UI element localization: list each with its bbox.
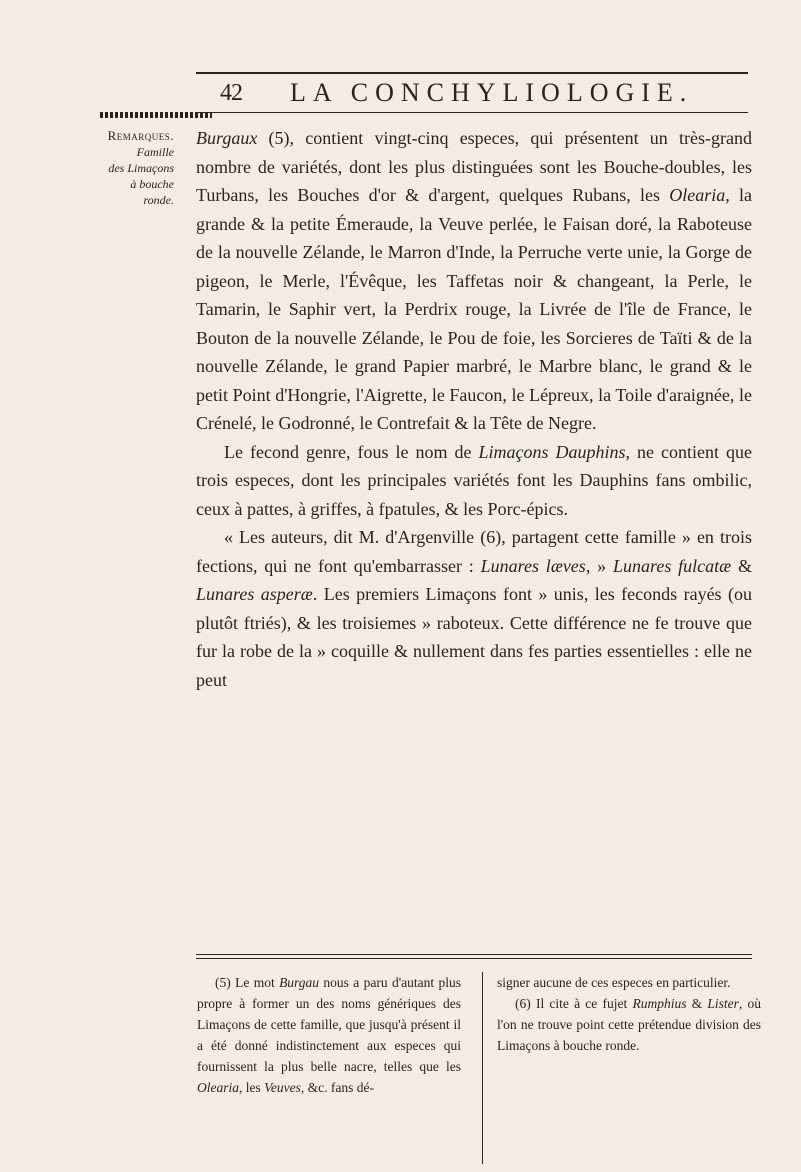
footnote-rule <box>196 954 752 955</box>
margin-note-label: Remarques. <box>107 128 174 143</box>
margin-note <box>86 128 174 208</box>
running-title: LA CONCHYLIOLOGIE. <box>290 78 694 107</box>
margin-ornament <box>100 112 212 118</box>
footnote-column-right <box>497 972 761 1056</box>
margin-note-line: à bouche <box>130 177 174 191</box>
footnote-5-continued: signer aucune de ces especes en particulier. <box>497 975 731 990</box>
main-text <box>196 124 752 694</box>
margin-note-line: Famille <box>136 145 174 159</box>
paragraph-quote: « Les auteurs, dit M. d'Argenville (6), partagent cette famille » en trois fections, qui ne font qu'embarrasser : Lunares læves, » Lunares fulcatæ & Lunares asperæ. Les premiers Limaçons font » unis, les feconds rayés (ou plutôt ftriés), & les troisiemes » raboteux. Cette différence ne fe trouve que fur la robe de la » coquille & nullement dans fes parties essentielles : elle ne peut <box>196 527 752 690</box>
header-bottom-rule <box>196 112 748 113</box>
footnote-column-divider <box>482 972 483 1164</box>
page-header <box>220 74 740 110</box>
footnote-6: (6) Il cite à ce fujet Rumphius & Lister, où l'on ne trouve point cette prétendue division des Limaçons à bouche ronde. <box>497 996 761 1053</box>
margin-note-line: ronde. <box>143 193 174 207</box>
genus-name: Burgaux <box>196 128 258 148</box>
footnote-column-left <box>197 972 461 1098</box>
page-number: 42 <box>220 80 242 106</box>
footnote-5: (5) Le mot Burgau nous a paru d'autant plus propre à former un des noms génériques des Limaçons de cette famille, que jusqu'à présent il a été donné indistinctement aux especes qui fournissent la plus belle nacre, telles que les Olearia, les Veuves, &c. fans dé- <box>197 975 462 1095</box>
footnote-rule-double <box>196 958 752 959</box>
paragraph-burgaux: Burgaux (5), contient vingt-cinq especes, qui présentent un très-grand nombre de variétés, dont les plus distinguées sont les Bouche-doubles, les Turbans, les Bouches d'or & d'argent, quelques Rubans, les Olearia, la grande & la petite Émeraude, la Veuve perlée, le Faisan doré, la Raboteuse de la nouvelle Zélande, le Marron d'Inde, la Perruche verte unie, la Gorge de pigeon, le Merle, l'Évêque, les Taffetas noir & changeant, la Perle, le Tamarin, le Saphir vert, la Perdrix rouge, la Livrée de l'île de France, le Bouton de la nouvelle Zélande, le Pou de foie, les Sorcieres de Taïti & de la nouvelle Zélande, le grand Papier marbré, le Marbre blanc, le grand & le petit Point d'Hongrie, l'Aigrette, le Faucon, le Lépreux, la Toile d'araignée, le Crénelé, le Godronné, le Contrefait & la Tête de Negre. <box>196 128 752 433</box>
paragraph-dauphins: Le fecond genre, fous le nom de Limaçons Dauphins, ne contient que trois especes, dont les principales variétés font les Dauphins fans ombilic, ceux à pattes, à griffes, à fpatules, & les Porc-épics. <box>196 441 753 519</box>
margin-note-line: des Limaçons <box>108 161 174 175</box>
